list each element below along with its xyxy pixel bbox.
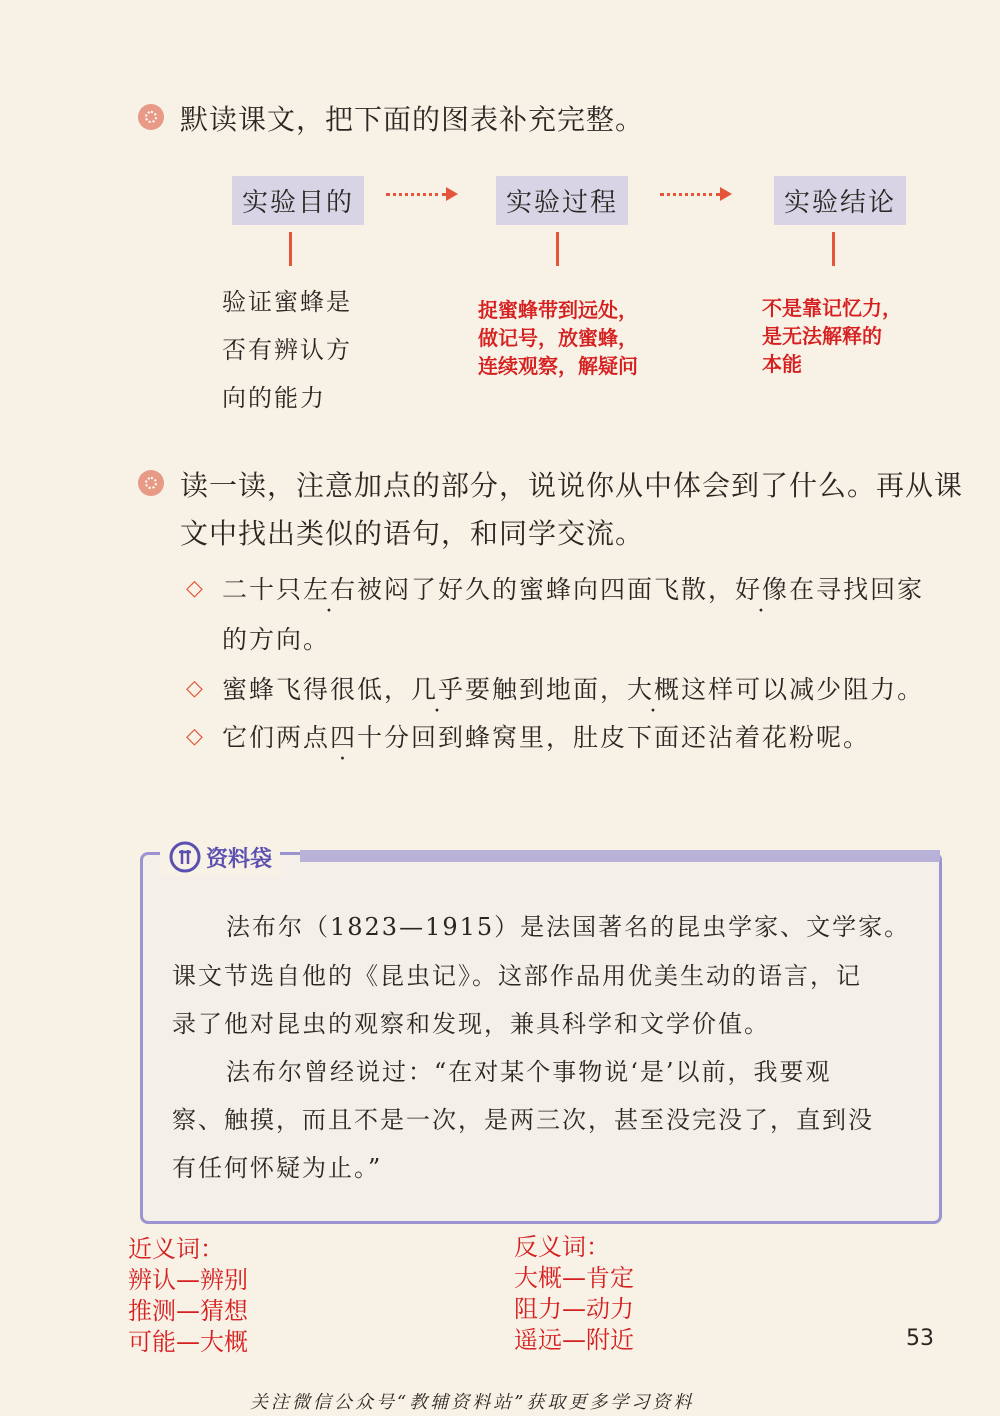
answer-purpose: [222, 278, 352, 422]
sentence-text: 二十只: [222, 575, 304, 604]
sentence-text: 在寻找回家: [789, 575, 925, 604]
antonym-pair: 大概—肯定: [514, 1264, 634, 1292]
antonym-pair: 遥远—附近: [514, 1326, 634, 1354]
sentence-text: 这样可以减少阻力。: [681, 675, 925, 704]
info-p1-l1: 法布尔（1823—1915）是法国著名的昆虫学家、文学家。: [226, 913, 911, 941]
page-number: 53: [906, 1326, 934, 1351]
dotted-text: 好像: [735, 575, 790, 604]
dotted-text: 大概: [627, 675, 682, 704]
sentence-text: 要触到地面，: [465, 675, 628, 704]
info-bag-header-bar: [300, 850, 940, 862]
synonym-pair: 可能—大概: [128, 1328, 248, 1356]
connector-line: [556, 232, 559, 266]
answer-line: 不是靠记忆力，: [762, 296, 902, 320]
section-bullet-icon: [138, 104, 164, 130]
sentence-3: [222, 718, 870, 754]
answer-process: [478, 296, 638, 380]
sentence-1: [222, 570, 924, 606]
answer-line: 本能: [762, 352, 802, 376]
answer-line: 连续观察，解疑问: [478, 354, 638, 378]
info-p1-l2: 课文节选自他的《昆虫记》。这部作品用优美生动的语言，记: [172, 962, 862, 990]
answer-line: 验证蜜蜂是: [222, 288, 352, 316]
synonym-pair: 辨认—辨别: [128, 1266, 248, 1294]
info-p2-l3: 有任何怀疑为止。”: [172, 1154, 383, 1182]
flow-box-purpose: 实验目的: [232, 176, 364, 225]
footer-text: 关注微信公众号“教辅资料站”获取更多学习资料: [250, 1392, 695, 1413]
answer-line: 捉蜜蜂带到远处，: [478, 298, 638, 322]
dotted-text: 两点四十分 ·: [276, 723, 411, 752]
connector-line: [289, 232, 292, 266]
synonyms-title: 近义词：: [128, 1235, 224, 1263]
sentence-text: 被闷了好久的蜜蜂向四面飞散，: [357, 575, 736, 604]
info-p2-l2: 察、触摸，而且不是一次，是两三次，甚至没完没了，直到没: [172, 1106, 874, 1134]
arrow-right-icon: [386, 193, 446, 196]
sentence-1-line2: 的方向。: [222, 625, 331, 654]
bag-icon: [168, 840, 202, 874]
diamond-icon: ◇: [186, 576, 203, 601]
info-bag-title: [160, 838, 280, 876]
answer-line: 做记号，放蜜蜂，: [478, 326, 638, 350]
answer-line: 否有辨认方: [222, 336, 352, 364]
instruction-2-line2: 文中找出类似的语句，和同学交流。: [180, 517, 645, 550]
flow-box-process: 实验过程: [496, 176, 628, 225]
sentence-text: 回到蜂窝里，肚皮下面还沾着花粉呢。: [411, 723, 871, 752]
diamond-icon: ◇: [186, 676, 203, 701]
arrow-right-icon: [660, 193, 720, 196]
sentence-text: 蜜蜂飞得很低，: [222, 675, 412, 704]
section-bullet-icon: [138, 470, 164, 496]
antonyms-note: [514, 1232, 634, 1356]
dotted-text: 几乎: [411, 675, 466, 704]
info-bag-title-text: 资料袋: [206, 846, 273, 872]
sentence-2: [222, 670, 924, 706]
flow-box-conclusion: 实验结论: [774, 176, 906, 225]
diamond-icon: ◇: [186, 724, 203, 749]
antonyms-title: 反义词：: [514, 1233, 610, 1261]
answer-line: 是无法解释的: [762, 324, 882, 348]
instruction-2-line1: 读一读，注意加点的部分，说说你从中体会到了什么。再从课: [180, 469, 964, 502]
dotted-text: 左右: [303, 575, 358, 604]
connector-line: [832, 232, 835, 266]
info-p2-l1: 法布尔曾经说过：“在对某个事物说‘是’以前，我要观: [226, 1058, 832, 1086]
instruction-1: 默读课文，把下面的图表补充完整。: [180, 103, 645, 136]
answer-conclusion: [762, 294, 902, 378]
answer-line: 向的能力: [222, 384, 326, 412]
sentence-text: 它们: [222, 723, 277, 752]
info-p1-l3: 录了他对昆虫的观察和发现，兼具科学和文学价值。: [172, 1010, 770, 1038]
synonyms-note: [128, 1234, 248, 1358]
antonym-pair: 阻力—动力: [514, 1295, 634, 1323]
synonym-pair: 推测—猜想: [128, 1297, 248, 1325]
